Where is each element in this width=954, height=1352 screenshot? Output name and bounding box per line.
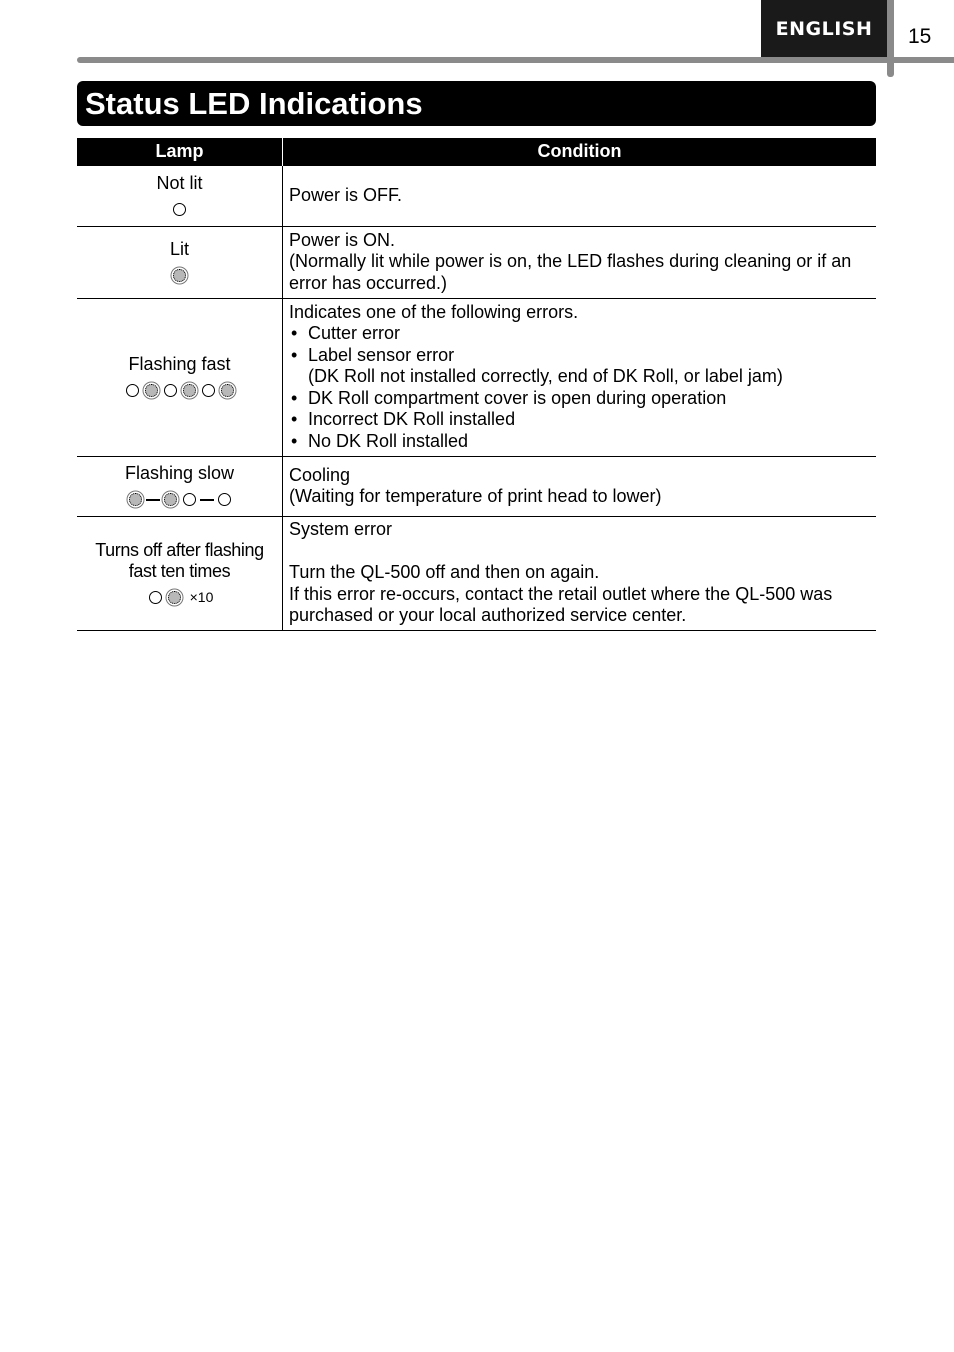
led-off-icon [126,384,139,397]
dash-icon [200,499,214,501]
table-row [77,456,876,516]
led-on-icon [183,384,196,397]
led-off-icon [183,493,196,506]
list-item-note: (DK Roll not installed correctly, end of DK Roll, or label jam) [308,366,783,387]
condition-text: System error [289,519,393,540]
condition-note: (Waiting for temperature of print head to lower) [289,486,662,506]
condition-cell [283,298,877,456]
lamp-label: Flashing slow [124,463,235,484]
led-on-icon [173,269,186,282]
led-off-icon [218,493,231,506]
condition-cell [283,226,877,298]
repeat-count: ×10 [189,588,214,605]
table-header-row [77,138,876,166]
list-item: • DK Roll compartment cover is open during operation [289,388,870,410]
condition-cell [283,516,877,630]
lamp-cell [77,456,283,516]
condition-note: (Normally lit while power is on, the LED flashes during cleaning or if an error has occurred.) [289,251,852,293]
table-row [77,166,876,226]
led-on-icon [164,493,177,506]
lamp-cell [77,298,283,456]
condition-cell [283,456,877,516]
led-on-icon [129,493,142,506]
condition-text: Cooling [289,464,351,485]
condition-text: Power is ON. [289,229,396,250]
column-header-condition: Condition [283,138,877,166]
condition-text: Power is OFF. [289,185,403,205]
language-tab: ENGLISH [761,0,887,57]
led-sequence [77,491,282,509]
condition-text: Indicates one of the following errors. [289,301,579,322]
table-row [77,298,876,456]
led-off-icon [149,591,162,604]
header-rule [77,57,954,63]
column-header-lamp: Lamp [77,138,283,166]
led-off-icon [202,384,215,397]
lamp-cell [77,226,283,298]
condition-note: If this error re-occurs, contact the retail outlet where the QL-500 was purchased or your local authorized service center. [289,583,833,626]
list-item: • Incorrect DK Roll installed [289,409,870,431]
lamp-cell [77,516,283,630]
list-item-text: • Label sensor error [308,344,455,365]
lamp-label: Lit [169,239,189,260]
led-on-icon [145,384,158,397]
condition-cell [283,166,877,226]
led-sequence [77,382,282,400]
header-vertical-rule [887,0,894,77]
section-title: Status LED Indications [77,81,876,126]
lamp-label: Turns off after flashing fast ten times [95,539,264,581]
spacer [289,541,870,563]
led-sequence [77,267,282,285]
led-on-icon [168,591,181,604]
page-number: 15 [908,25,932,48]
lamp-cell [77,166,283,226]
led-sequence [77,201,282,219]
table-row [77,226,876,298]
list-item: • No DK Roll installed [289,431,870,453]
dash-icon [146,499,160,501]
condition-instruction: Turn the QL-500 off and then on again. [289,562,600,583]
lamp-label: Flashing fast [128,354,231,375]
led-off-icon [173,203,186,216]
list-item: • Cutter error [289,323,870,345]
lamp-label: Not lit [156,173,203,193]
status-led-table [77,138,876,631]
led-off-icon [164,384,177,397]
led-sequence [83,589,276,607]
led-on-icon [221,384,234,397]
error-list [289,323,870,452]
list-item [289,345,870,388]
table-row [77,516,876,630]
